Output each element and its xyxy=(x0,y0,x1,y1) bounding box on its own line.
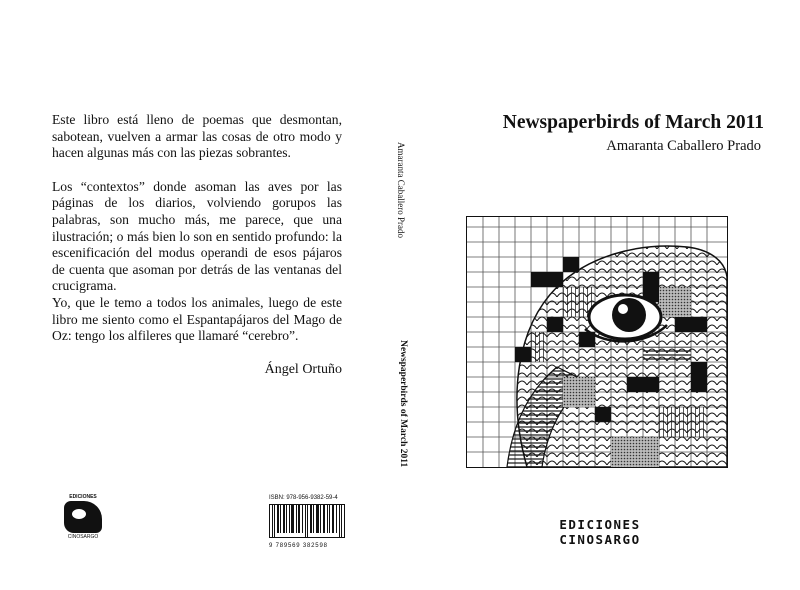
publisher-name xyxy=(530,517,670,547)
publisher-line-2: CINOSARGO xyxy=(559,532,641,547)
spine-title: Newspaperbirds of March 2011 xyxy=(398,340,408,468)
blurb-signature: Ángel Ortuño xyxy=(264,361,342,377)
back-cover-text xyxy=(52,112,342,378)
isbn-digits: 9 789569 382598 xyxy=(269,543,328,549)
blurb-paragraph-2: Los “contextos” donde asoman las aves por las páginas de los diarios, volviendo gorupos las palabras, son mucho más, me parece, que una ilustración; o más bien lo son en sentido profundo: la escenificación del modus operandi de esos pájaros de cuenta que asoman por detrás de las ventanas del crucigrama. xyxy=(52,178,342,294)
barcode-icon xyxy=(269,504,345,538)
isbn-label: ISBN: 978-956-9382-59-4 xyxy=(269,495,338,501)
logo-top-text: EDICIONES xyxy=(69,494,97,500)
logo-bottom-text: CINOSARGO xyxy=(67,534,99,540)
publisher-line-1: EDICIONES xyxy=(559,517,641,532)
cover-title: Newspaperbirds of March 2011 xyxy=(502,112,764,133)
blurb-paragraph-3: Yo, que le temo a todos los animales, luego de este libro me siento como el Espantapájaros del Mago de Oz: tengo los alfileres que llamaré “cerebro”. xyxy=(52,294,342,344)
cover-author: Amaranta Caballero Prado xyxy=(606,138,761,154)
spine-author: Amaranta Caballero Prado xyxy=(396,142,406,238)
bird-crossword-illustration xyxy=(467,217,727,467)
publisher-logo xyxy=(58,494,108,542)
dog-logo-icon xyxy=(64,501,102,533)
cover-illustration xyxy=(466,216,728,468)
blurb-paragraph-1: Este libro está lleno de poemas que desmontan, sabotean, vuelven a armar las cosas de otro modo y hacen algunas más con las piezas sobrantes. xyxy=(52,112,342,161)
isbn-block xyxy=(269,495,343,549)
